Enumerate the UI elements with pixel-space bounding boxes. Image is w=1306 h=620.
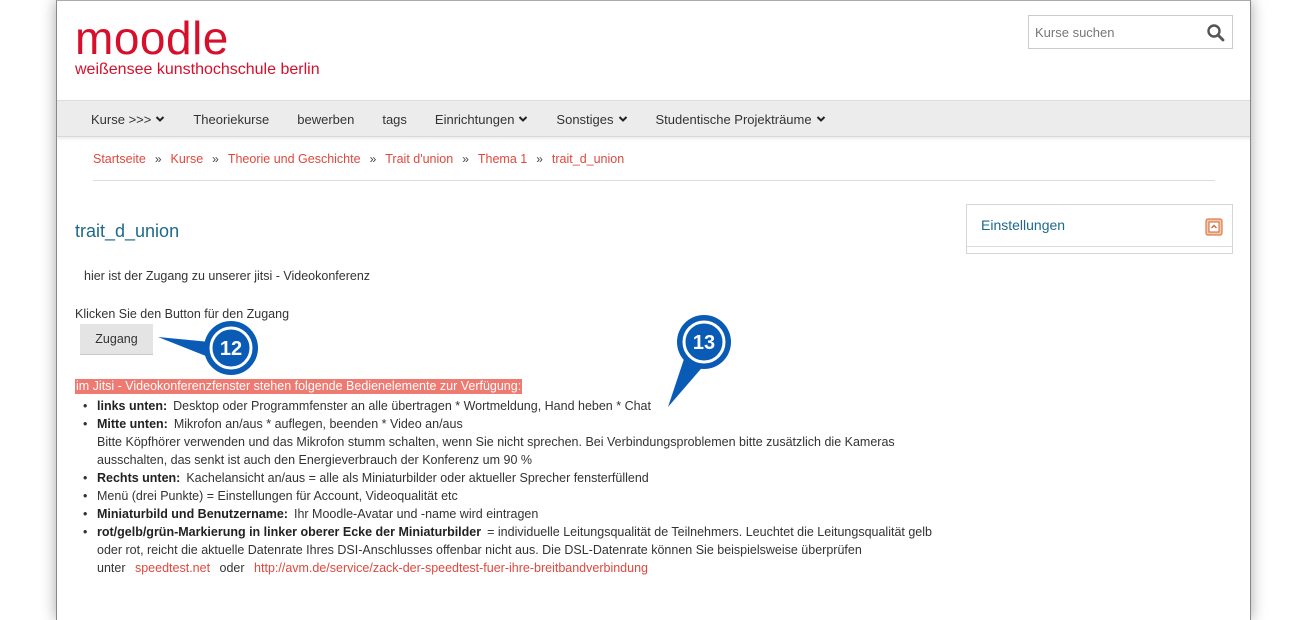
breadcrumb-item-trait-dunion[interactable]: Trait d'union [385, 152, 454, 166]
breadcrumb-item-kurse[interactable]: Kurse [170, 152, 204, 166]
callout-12-label: 12 [219, 338, 243, 360]
breadcrumb-separator: » [212, 152, 219, 166]
nav-item-einrichtungen[interactable] [421, 101, 543, 137]
nav-label: Studentische Projekträume [655, 111, 812, 127]
nav-item-bewerben[interactable] [283, 101, 368, 137]
list-item [79, 397, 939, 415]
list-item [79, 415, 939, 469]
breadcrumb-separator: » [369, 152, 377, 166]
nav-item-kurse[interactable] [77, 101, 179, 137]
bullet-label: Rechts unten: [97, 471, 181, 485]
site-logo[interactable] [75, 12, 320, 79]
chevron-down-icon [816, 114, 826, 124]
callout-marker-12 [150, 320, 265, 380]
breadcrumb [93, 152, 624, 166]
bullet-text: Bitte Köpfhörer verwenden und das Mikrofon stumm schalten, wenn Sie nicht sprechen. Bei Verbindungsproblemen bitte zusätzlich die Kameras ausschalten, das senkt ist auch den Energieverbrauch der Konferenz um 90 % [97, 435, 895, 467]
callout-marker-13 [662, 313, 738, 409]
nav-label: tags [382, 111, 407, 127]
nav-label: Kurse >>> [91, 111, 152, 127]
nav-label: Sonstiges [556, 111, 614, 127]
logo-sub-text: weißensee kunsthochschule berlin [75, 61, 320, 78]
zugang-button[interactable]: Zugang [80, 324, 153, 355]
settings-block [966, 204, 1233, 254]
nav-item-projektraeume[interactable] [642, 101, 840, 137]
list-item [79, 505, 939, 523]
list-item [79, 523, 939, 577]
bullet-text: Kachelansicht an/aus = alle als Miniaturbilder oder aktueller Sprecher fensterfüllend [186, 471, 649, 485]
intro-text: hier ist der Zugang zu unserer jitsi - Videokonferenz [84, 269, 371, 283]
controls-list [79, 397, 939, 577]
nav-item-tags[interactable] [368, 101, 421, 137]
breadcrumb-separator: » [462, 152, 469, 166]
bullet-label: Mitte unten: [97, 417, 168, 431]
breadcrumb-item-startseite[interactable]: Startseite [93, 152, 146, 166]
page-title: trait_d_union [75, 221, 180, 241]
bullet-text: Mikrofon an/aus * auflegen, beenden * Video an/aus [173, 417, 463, 431]
settings-block-header [967, 205, 1232, 247]
bullet-text: Ihr Moodle-Avatar und -name wird eintragen [293, 507, 539, 521]
search-input[interactable] [1029, 16, 1199, 48]
breadcrumb-item-thema[interactable]: Thema 1 [477, 152, 528, 166]
breadcrumb-item-current[interactable]: trait_d_union [551, 152, 625, 166]
chevron-down-icon [618, 114, 628, 124]
list-item [79, 469, 939, 487]
callout-13-label: 13 [692, 332, 716, 354]
page-frame [56, 0, 1251, 620]
bullet-text: Desktop oder Programmfenster an alle übertragen * Wortmeldung, Hand heben * Chat [173, 399, 651, 413]
main-navbar [57, 100, 1251, 137]
unter-text: unter [97, 561, 126, 575]
logo-main-text: moodle [75, 12, 229, 64]
bullet-text: Menü (drei Punkte) = Einstellungen für Account, Videoqualität etc [97, 489, 458, 503]
dock-block-icon[interactable] [1205, 218, 1223, 236]
list-item [79, 487, 939, 505]
bullet-text: = individuelle Leitungsqualität de Teilnehmers. Leuchtet die Leitungsqualität gelb oder rot, reicht die aktuelle Datenrate Ihres DSI-Anschlusses offenbar nicht aus. Die DSL-Datenrate können Sie beispielsweise überprüfen [97, 525, 932, 557]
nav-label: bewerben [297, 111, 355, 127]
nav-label: Theoriekurse [193, 111, 270, 127]
chevron-down-icon [155, 114, 165, 124]
highlighted-heading: im Jitsi - Videokonferenzfenster stehen folgende Bedienelemente zur Verfügung: [76, 379, 522, 393]
chevron-down-icon [518, 114, 528, 124]
breadcrumb-item-theorie[interactable]: Theorie und Geschichte [227, 152, 361, 166]
bullet-label: Miniaturbild und Benutzername: [97, 507, 288, 521]
bullet-label: links unten: [97, 399, 168, 413]
nav-label: Einrichtungen [434, 111, 515, 127]
breadcrumb-separator: » [154, 152, 162, 166]
settings-block-title: Einstellungen [981, 217, 1066, 233]
nav-item-sonstiges[interactable] [542, 101, 641, 137]
course-search [1028, 15, 1233, 49]
speedtest-link[interactable]: speedtest.net [134, 561, 211, 575]
avm-speedtest-link[interactable]: http://avm.de/service/zack-der-speedtest-fuer-ihre-breitbandverbindung [254, 561, 648, 575]
instruction-text: Klicken Sie den Button für den Zugang [75, 307, 290, 321]
breadcrumb-divider [93, 180, 1215, 181]
breadcrumb-separator: » [536, 152, 543, 166]
nav-item-theoriekurse[interactable] [179, 101, 283, 137]
search-icon[interactable] [1206, 23, 1226, 43]
bullet-label: rot/gelb/grün-Markierung in linker oberer Ecke der Miniaturbilder [97, 525, 482, 539]
oder-text: oder [219, 561, 245, 575]
